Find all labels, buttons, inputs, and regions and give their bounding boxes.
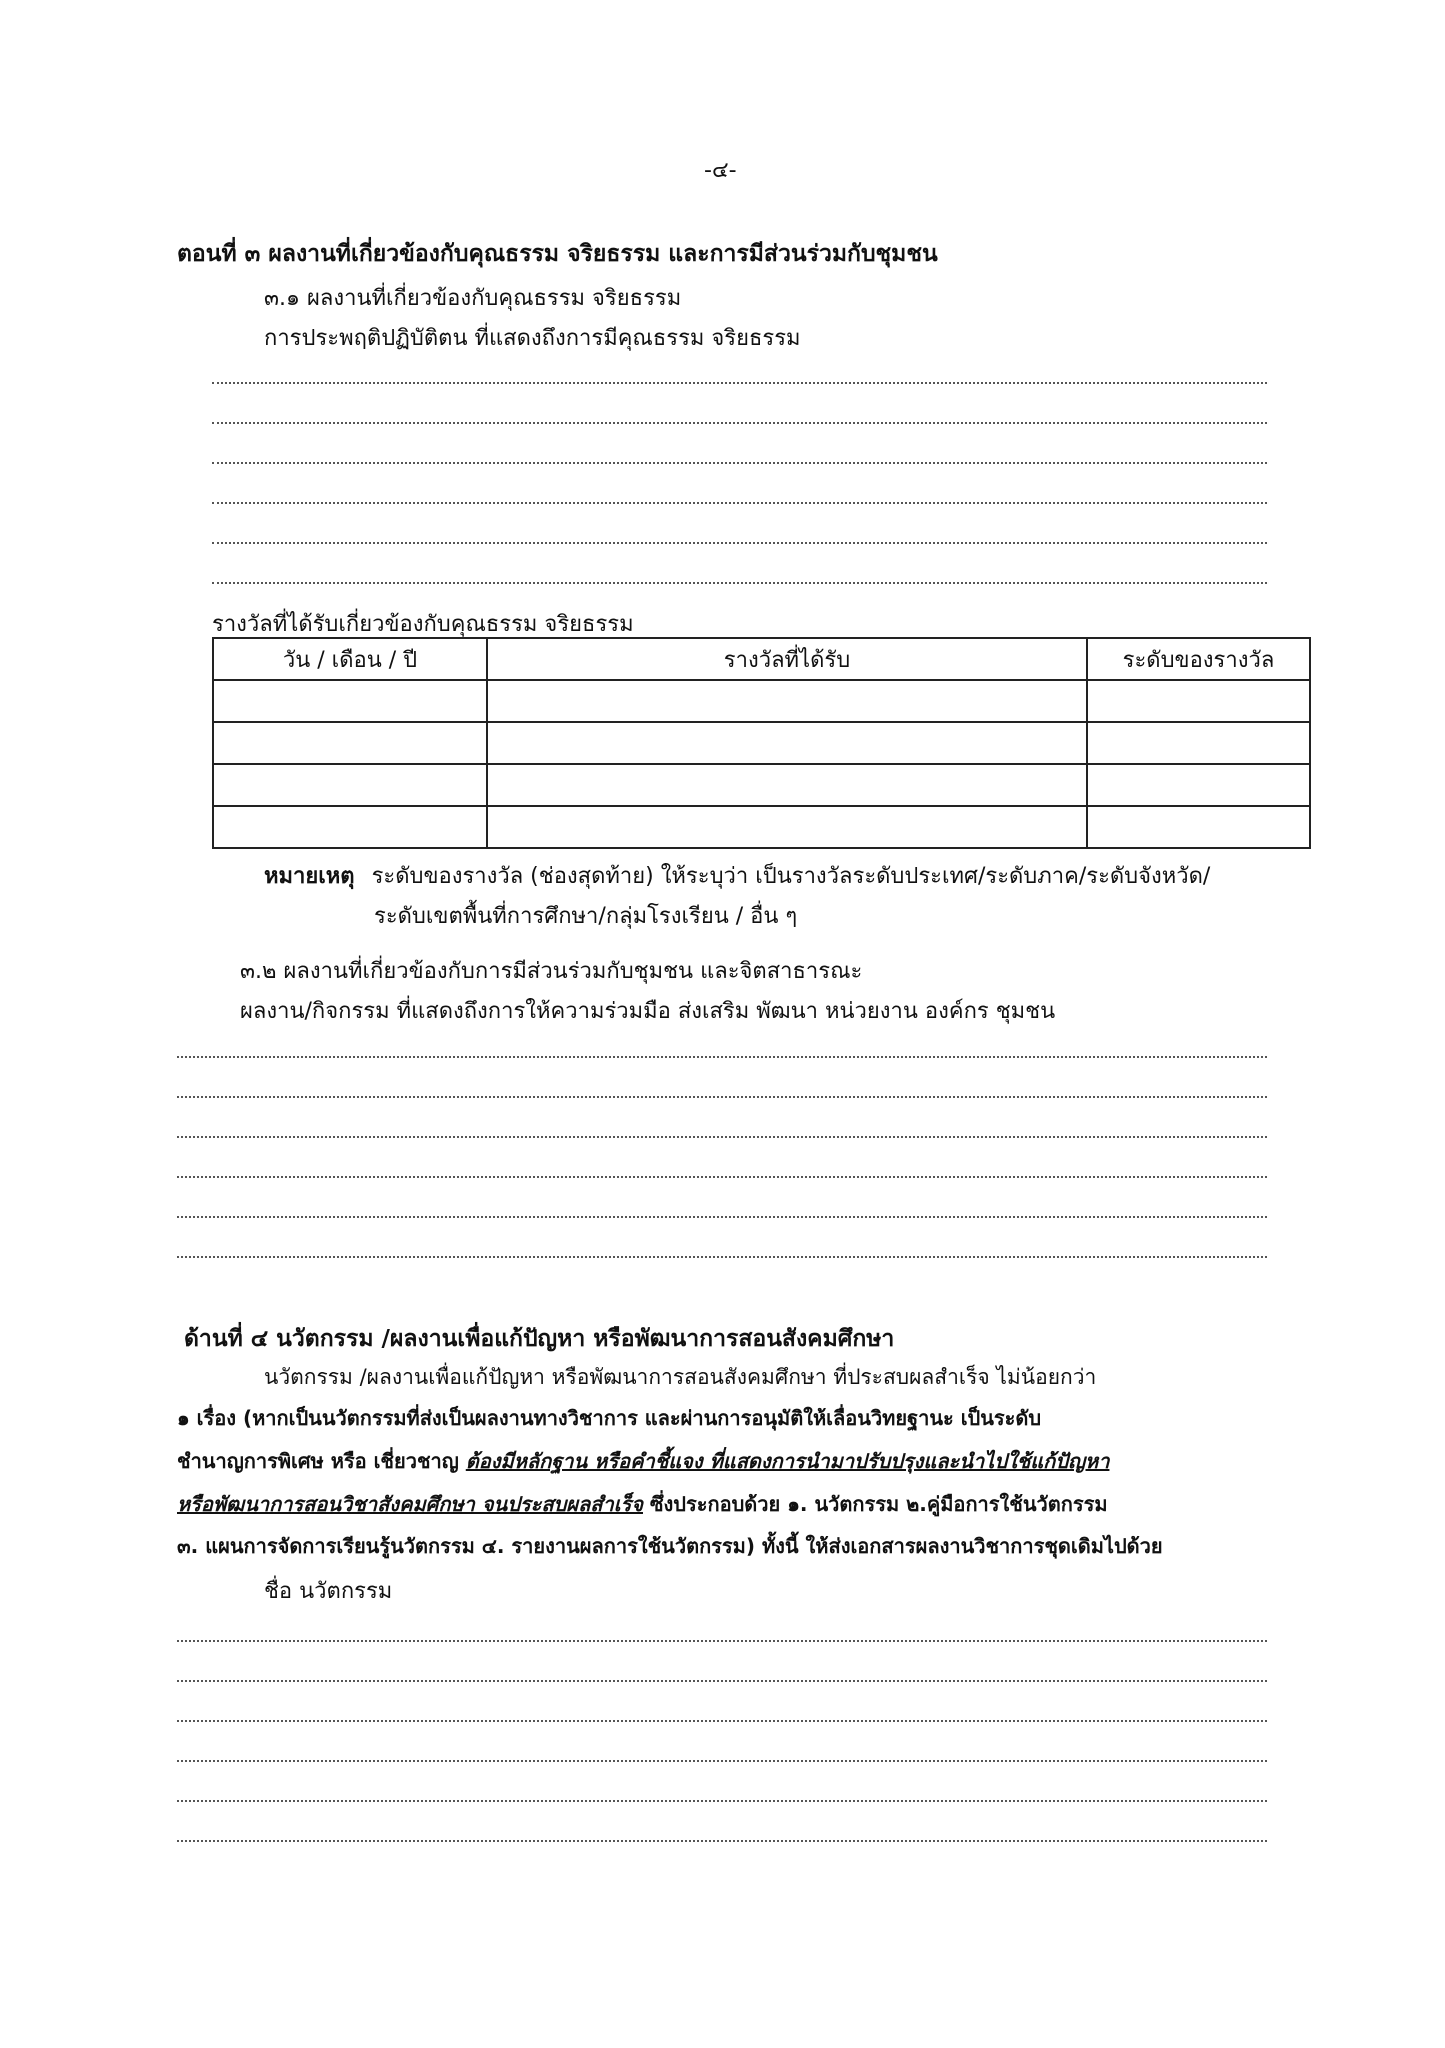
part4-line4-text: ซึ่งประกอบด้วย ๑. นวัตกรรม ๒.คู่มือการใช้นวัตกรรม (643, 1492, 1108, 1516)
note-text-line1: ระดับของรางวัล (ช่องสุดท้าย) ให้ระบุว่า เป็นรางวัลระดับประเทศ/ระดับภาค/ระดับจังหวัด/ (371, 864, 1211, 889)
note (264, 858, 1210, 893)
answer-line-3-1[interactable] (212, 542, 1267, 544)
section-3-2-prompt: ผลงาน/กิจกรรม ที่แสดงถึงการให้ความร่วมมือ ส่งเสริม พัฒนา หน่วยงาน องค์กร ชุมชน (240, 999, 1056, 1024)
answer-line-innovation[interactable] (177, 1800, 1267, 1802)
table-cell-award[interactable] (487, 680, 1087, 722)
table-cell-level[interactable] (1087, 806, 1310, 848)
answer-line-3-1[interactable] (212, 422, 1267, 424)
part3-heading: ตอนที่ ๓ ผลงานที่เกี่ยวข้องกับคุณธรรม จริยธรรม และการมีส่วนร่วมกับชุมชน (177, 241, 938, 267)
table-cell-level[interactable] (1087, 764, 1310, 806)
column-header-date: วัน / เดือน / ปี (213, 638, 487, 680)
table-cell-date[interactable] (213, 680, 487, 722)
note-label: หมายเหตุ (264, 864, 355, 889)
part4-paragraph-line4 (177, 1488, 1108, 1520)
answer-line-3-1[interactable] (212, 462, 1267, 464)
answer-line-innovation[interactable] (177, 1640, 1267, 1642)
section-3-2-title: ๓.๒ ผลงานที่เกี่ยวข้องกับการมีส่วนร่วมกับชุมชน และจิตสาธารณะ (240, 959, 863, 984)
part4-line4-emphasis: หรือพัฒนาการสอนวิชาสังคมศึกษา จนประสบผลสำเร็จ (177, 1492, 643, 1516)
table-cell-award[interactable] (487, 806, 1087, 848)
answer-line-innovation[interactable] (177, 1760, 1267, 1762)
answer-line-3-1[interactable] (212, 502, 1267, 504)
answer-line-3-2[interactable] (177, 1056, 1267, 1058)
table-cell-award[interactable] (487, 722, 1087, 764)
table-cell-award[interactable] (487, 764, 1087, 806)
section-3-1-prompt: การประพฤติปฏิบัติตน ที่แสดงถึงการมีคุณธรรม จริยธรรม (264, 326, 801, 351)
answer-line-innovation[interactable] (177, 1840, 1267, 1842)
column-header-award: รางวัลที่ได้รับ (487, 638, 1087, 680)
innovation-name-label: ชื่อ นวัตกรรม (264, 1579, 393, 1604)
part4-heading: ด้านที่ ๔ นวัตกรรม /ผลงานเพื่อแก้ปัญหา หรือพัฒนาการสอนสังคมศึกษา (184, 1326, 895, 1352)
page-number: -๔- (704, 158, 737, 183)
part4-line3-text: ชำนาญการพิเศษ หรือ เชี่ยวชาญ (177, 1449, 466, 1473)
answer-line-3-2[interactable] (177, 1256, 1267, 1258)
answer-line-3-1[interactable] (212, 382, 1267, 384)
part4-line3-emphasis: ต้องมีหลักฐาน หรือคำชี้แจง ที่แสดงการนำมาปรับปรุงและนำไปใช้แก้ปัญหา (465, 1449, 1110, 1473)
answer-line-3-1[interactable] (212, 582, 1267, 584)
table-cell-level[interactable] (1087, 722, 1310, 764)
table-cell-date[interactable] (213, 806, 487, 848)
part4-paragraph-line2: ๑ เรื่อง (หากเป็นนวัตกรรมที่ส่งเป็นผลงานทางวิชาการ และผ่านการอนุมัติให้เลื่อนวิทยฐานะ เป็นระดับ (177, 1406, 1042, 1430)
table-row (213, 722, 1310, 764)
table-cell-level[interactable] (1087, 680, 1310, 722)
award-caption: รางวัลที่ได้รับเกี่ยวข้องกับคุณธรรม จริยธรรม (212, 612, 634, 637)
table-row (213, 680, 1310, 722)
table-row (213, 806, 1310, 848)
answer-line-innovation[interactable] (177, 1720, 1267, 1722)
table-row (213, 764, 1310, 806)
table-cell-date[interactable] (213, 764, 487, 806)
table-cell-date[interactable] (213, 722, 487, 764)
note-text-line2: ระดับเขตพื้นที่การศึกษา/กลุ่มโรงเรียน / อื่น ๆ (374, 904, 798, 929)
column-header-level: ระดับของรางวัล (1087, 638, 1310, 680)
part4-paragraph-line1: นวัตกรรม /ผลงานเพื่อแก้ปัญหา หรือพัฒนาการสอนสังคมศึกษา ที่ประสบผลสำเร็จ ไม่น้อยกว่า (264, 1365, 1097, 1389)
answer-line-3-2[interactable] (177, 1176, 1267, 1178)
part4-paragraph-line3 (177, 1445, 1109, 1477)
part4-paragraph-line5: ๓. แผนการจัดการเรียนรู้นวัตกรรม ๔. รายงานผลการใช้นวัตกรรม) ทั้งนี้ ให้ส่งเอกสารผลงานวิชาการชุดเดิมไปด้วย (177, 1534, 1163, 1558)
answer-line-innovation[interactable] (177, 1680, 1267, 1682)
section-3-1-title: ๓.๑ ผลงานที่เกี่ยวข้องกับคุณธรรม จริยธรรม (264, 286, 682, 311)
answer-line-3-2[interactable] (177, 1096, 1267, 1098)
table-header-row (213, 638, 1310, 680)
answer-line-3-2[interactable] (177, 1216, 1267, 1218)
award-table (212, 637, 1311, 849)
answer-line-3-2[interactable] (177, 1136, 1267, 1138)
